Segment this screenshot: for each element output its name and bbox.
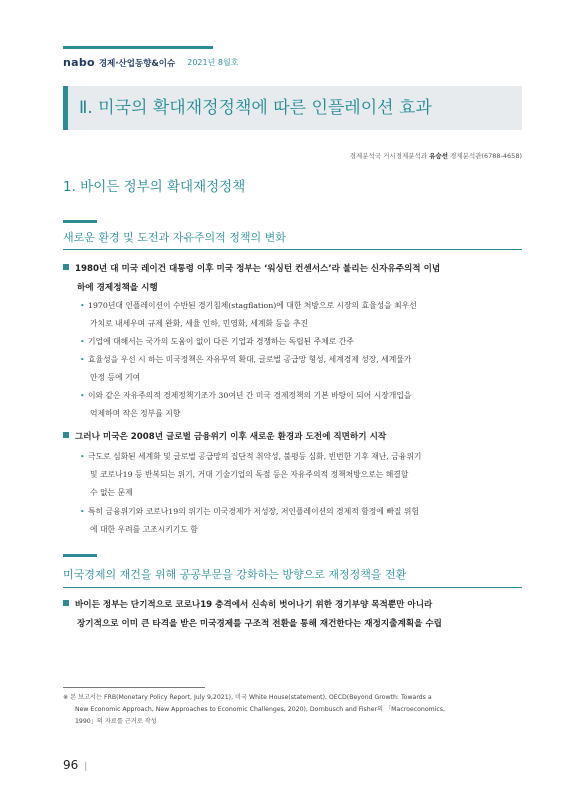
dot-bullet-icon: • — [80, 391, 85, 400]
title-accent-bar — [63, 86, 68, 130]
dot-bullet-icon: • — [80, 507, 85, 516]
nabo-logo: nabo — [63, 56, 95, 69]
sub-bullet: • 1970년대 인플레이션이 수반된 경기침체(stagflation)에 대한 처방으로 시장의 효율성을 최우선 가치로 내세우며 규제 완화, 세율 인하, 민영화, 세계화 등을 추진 — [80, 297, 522, 333]
author-name: 유승선 — [429, 152, 449, 160]
main-bullet: 1980년 대 미국 레이건 대통령 이후 미국 정부는 ‘워싱턴 컨센서스’라 불리는 신자유주의적 이념 하에 경제정책을 시행 — [63, 260, 523, 298]
dot-bullet-icon: • — [80, 337, 85, 346]
header-top-rule — [63, 46, 213, 49]
dot-bullet-icon: • — [80, 355, 85, 364]
author-position: 경제분석관(6788-4658) — [450, 152, 522, 160]
author-line — [350, 151, 522, 160]
sub-bullet: • 특히 금융위기와 코로나19의 위기는 미국경제가 저성장, 저인플레이션의 경제적 함정에 빠질 위험 에 대한 우려를 고조시키기도 함 — [80, 503, 522, 539]
author-dept: 경제분석국 거시경제분석과 — [349, 152, 428, 160]
main-bullet: 바이든 정부는 단기적으로 코로나19 충격에서 신속히 벗어나기 위한 경기부양 목적뿐만 아니라 장기적으로 이미 큰 타격을 받은 미국경제를 구조적 전환을 통해 재건한다는 재정지출계획을 수립 — [63, 596, 523, 634]
dot-bullet-icon: • — [80, 452, 85, 461]
square-bullet-icon — [63, 432, 69, 438]
section-heading: 1. 바이든 정부의 확대재정정책 — [63, 179, 246, 195]
square-bullet-icon — [63, 600, 69, 606]
chapter-title: Ⅱ. 미국의 확대재정정책에 따른 인플레이션 효과 — [79, 98, 432, 118]
subsection-1-rule — [63, 249, 522, 250]
page-separator: | — [84, 762, 88, 772]
sub-bullet: • 이와 같은 자유주의적 경제정책기조가 30여년 간 미국 경제정책의 기본 바탕이 되어 시장개입을 억제하며 작은 정부를 지향 — [80, 387, 522, 423]
chapter-title-band — [63, 86, 522, 130]
main-bullet: 그러나 미국은 2008년 글로벌 금융위기 이후 새로운 환경과 도전에 직면하기 시작 — [63, 428, 523, 447]
sub-bullet: • 효율성을 우선 시 하는 미국정책은 자유무역 확대, 글로벌 공급망 형성, 세계경제 성장, 세계물가 안정 등에 기여 — [80, 351, 522, 387]
sub-bullet: • 기업에 대해서는 국가의 도움이 없이 다른 기업과 경쟁하는 독립된 주체로 간주 — [80, 333, 522, 351]
running-header — [63, 56, 238, 69]
issue-date: 2021년 8월호 — [187, 58, 239, 67]
subsection-2-rule — [63, 587, 522, 588]
dot-bullet-icon: • — [80, 301, 85, 310]
footnote: ※ 본 보고서는 FRB(Monetary Policy Report, July 9,2021), 미국 White House(statement), OECD(Beyond Growth: Towards a New Economic Approach, New Approaches to Economic Challenges, 2020), Dornbusch and Fisher의 「Macroeconomics, 1990」의 자료를 근거로 작성 — [63, 694, 445, 725]
footnote-rule — [63, 687, 205, 688]
subsection-2-title: 미국경제의 재건을 위해 공공부문을 강화하는 방향으로 재정정책을 전환 — [63, 568, 407, 581]
subsection-1-bar — [63, 220, 97, 223]
page-number: 96 | — [63, 758, 88, 772]
square-bullet-icon — [63, 264, 69, 270]
publication-name: 경제·산업동향&이슈 — [98, 58, 176, 69]
subsection-2-bar — [63, 554, 97, 557]
subsection-1-title: 새로운 환경 및 도전과 자유주의적 정책의 변화 — [63, 231, 286, 244]
sub-bullet: • 극도로 심화된 세계화 및 글로벌 공급망의 집단적 취약성, 불평등 심화, 빈번한 기후 재난, 금융위기 및 코로나19 등 반복되는 위기, 거대 기술기업의 독점 등은 자유주의적 정책처방으로는 해결할 수 없는 문제 — [80, 448, 522, 502]
